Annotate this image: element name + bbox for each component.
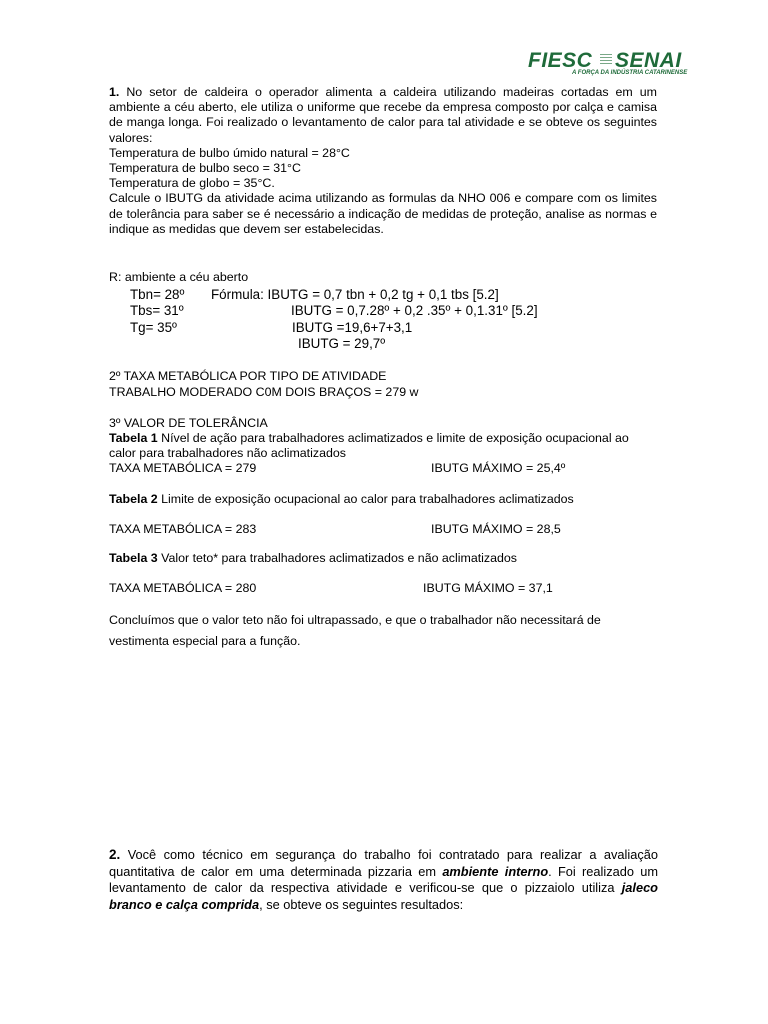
answer-tbs: Tbs= 31º (130, 303, 184, 318)
table-1-description: Nível de ação para trabalhadores aclimatizados e limite de exposição ocupacional ao calor para trabalhadores não aclimatizados (109, 431, 629, 461)
table-3-rate: TAXA METABÓLICA = 280 (109, 581, 257, 595)
step-3-title: 3º VALOR DE TOLERÂNCIA (109, 416, 268, 430)
answer-intro: R: ambiente a céu aberto (109, 270, 249, 284)
table-1-caption (109, 431, 657, 461)
table-1-max: IBUTG MÁXIMO = 25,4º (431, 461, 566, 475)
table-3-caption (109, 551, 517, 566)
question-2-text-a: Você como técnico em segurança do trabalho foi contratado para realizar a avaliação quantitativa de calor em uma determinada pizzaria em (109, 847, 658, 879)
table-1-label: Tabela 1 (109, 431, 158, 445)
table-3-description: Valor teto* para trabalhadores aclimatizados e não aclimatizados (161, 551, 517, 565)
table-3-label: Tabela 3 (109, 551, 158, 565)
answer-conclusion: Concluímos que o valor teto não foi ultrapassado, e que o trabalhador não necessitará de vestimenta especial para a função. (109, 613, 601, 648)
question-2-emphasis-clothing: jaleco branco e calça comprida (109, 880, 658, 912)
fiesc-senai-logo (528, 50, 688, 76)
question-1 (109, 85, 657, 237)
question-1-value: Temperatura de bulbo úmido natural = 28°C (109, 145, 350, 160)
answer-result: IBUTG = 29,7º (298, 336, 386, 351)
question-1-value: Temperatura de globo = 35°C. (109, 176, 275, 191)
step-2-title: 2º TAXA METABÓLICA POR TIPO DE ATIVIDADE (109, 369, 387, 383)
question-1-intro-text: No setor de caldeira o operador alimenta a caldeira utilizando madeiras cortadas em um ambiente a céu aberto, ele utiliza o uniforme que recebe da empresa composto por calça e camisa de manga longa. Foi realizado o levantamento de calor para tal atividade e se obteve os seguintes valores: (109, 85, 657, 145)
logo-separator (600, 52, 612, 70)
step-2-value: TRABALHO MODERADO C0M DOIS BRAÇOS = 279 w (109, 385, 419, 399)
logo-fiesc-text: FIESC (528, 49, 593, 72)
table-2-description: Limite de exposição ocupacional ao calor para trabalhadores aclimatizados (161, 492, 574, 506)
question-2-emphasis-environment: ambiente interno (442, 863, 549, 879)
question-1-number: 1. (109, 85, 120, 99)
table-2-max: IBUTG MÁXIMO = 28,5 (431, 522, 561, 536)
question-1-task: Calcule o IBUTG da atividade acima utilizando as formulas da NHO 006 e compare com os limites de tolerância para saber se é necessário a indicação de medidas de proteção, analise as normas e indique as medidas que devem ser estabelecidas. (109, 191, 657, 236)
logo-tagline: A FORÇA DA INDÚSTRIA CATARINENSE (572, 70, 688, 76)
answer-calc-1: IBUTG = 0,7.28º + 0,2 .35º + 0,1.31º [5.2] (291, 303, 538, 318)
question-1-value: Temperatura de bulbo seco = 31°C (109, 161, 301, 176)
answer-tg: Tg= 35º (130, 320, 177, 335)
question-2 (109, 847, 658, 913)
table-1-rate: TAXA METABÓLICA = 279 (109, 461, 257, 475)
table-2-label: Tabela 2 (109, 492, 158, 506)
table-2-rate: TAXA METABÓLICA = 283 (109, 522, 257, 536)
question-2-text-b: . Foi realizado um levantamento de calor da respectiva atividade e verificou-se que o pizzaiolo utiliza (109, 863, 658, 895)
table-2-caption (109, 492, 574, 507)
question-2-number: 2. (109, 847, 121, 862)
answer-tbn: Tbn= 28º (130, 287, 185, 302)
logo-senai-text: SENAI (615, 49, 682, 72)
table-3-max: IBUTG MÁXIMO = 37,1 (423, 581, 553, 595)
question-1-intro (109, 85, 657, 146)
answer-calc-2: IBUTG =19,6+7+3,1 (292, 320, 413, 335)
question-2-text-c: , se obteve os seguintes resultados: (259, 896, 464, 912)
answer-formula: Fórmula: IBUTG = 0,7 tbn + 0,2 tg + 0,1 tbs [5.2] (211, 287, 499, 302)
